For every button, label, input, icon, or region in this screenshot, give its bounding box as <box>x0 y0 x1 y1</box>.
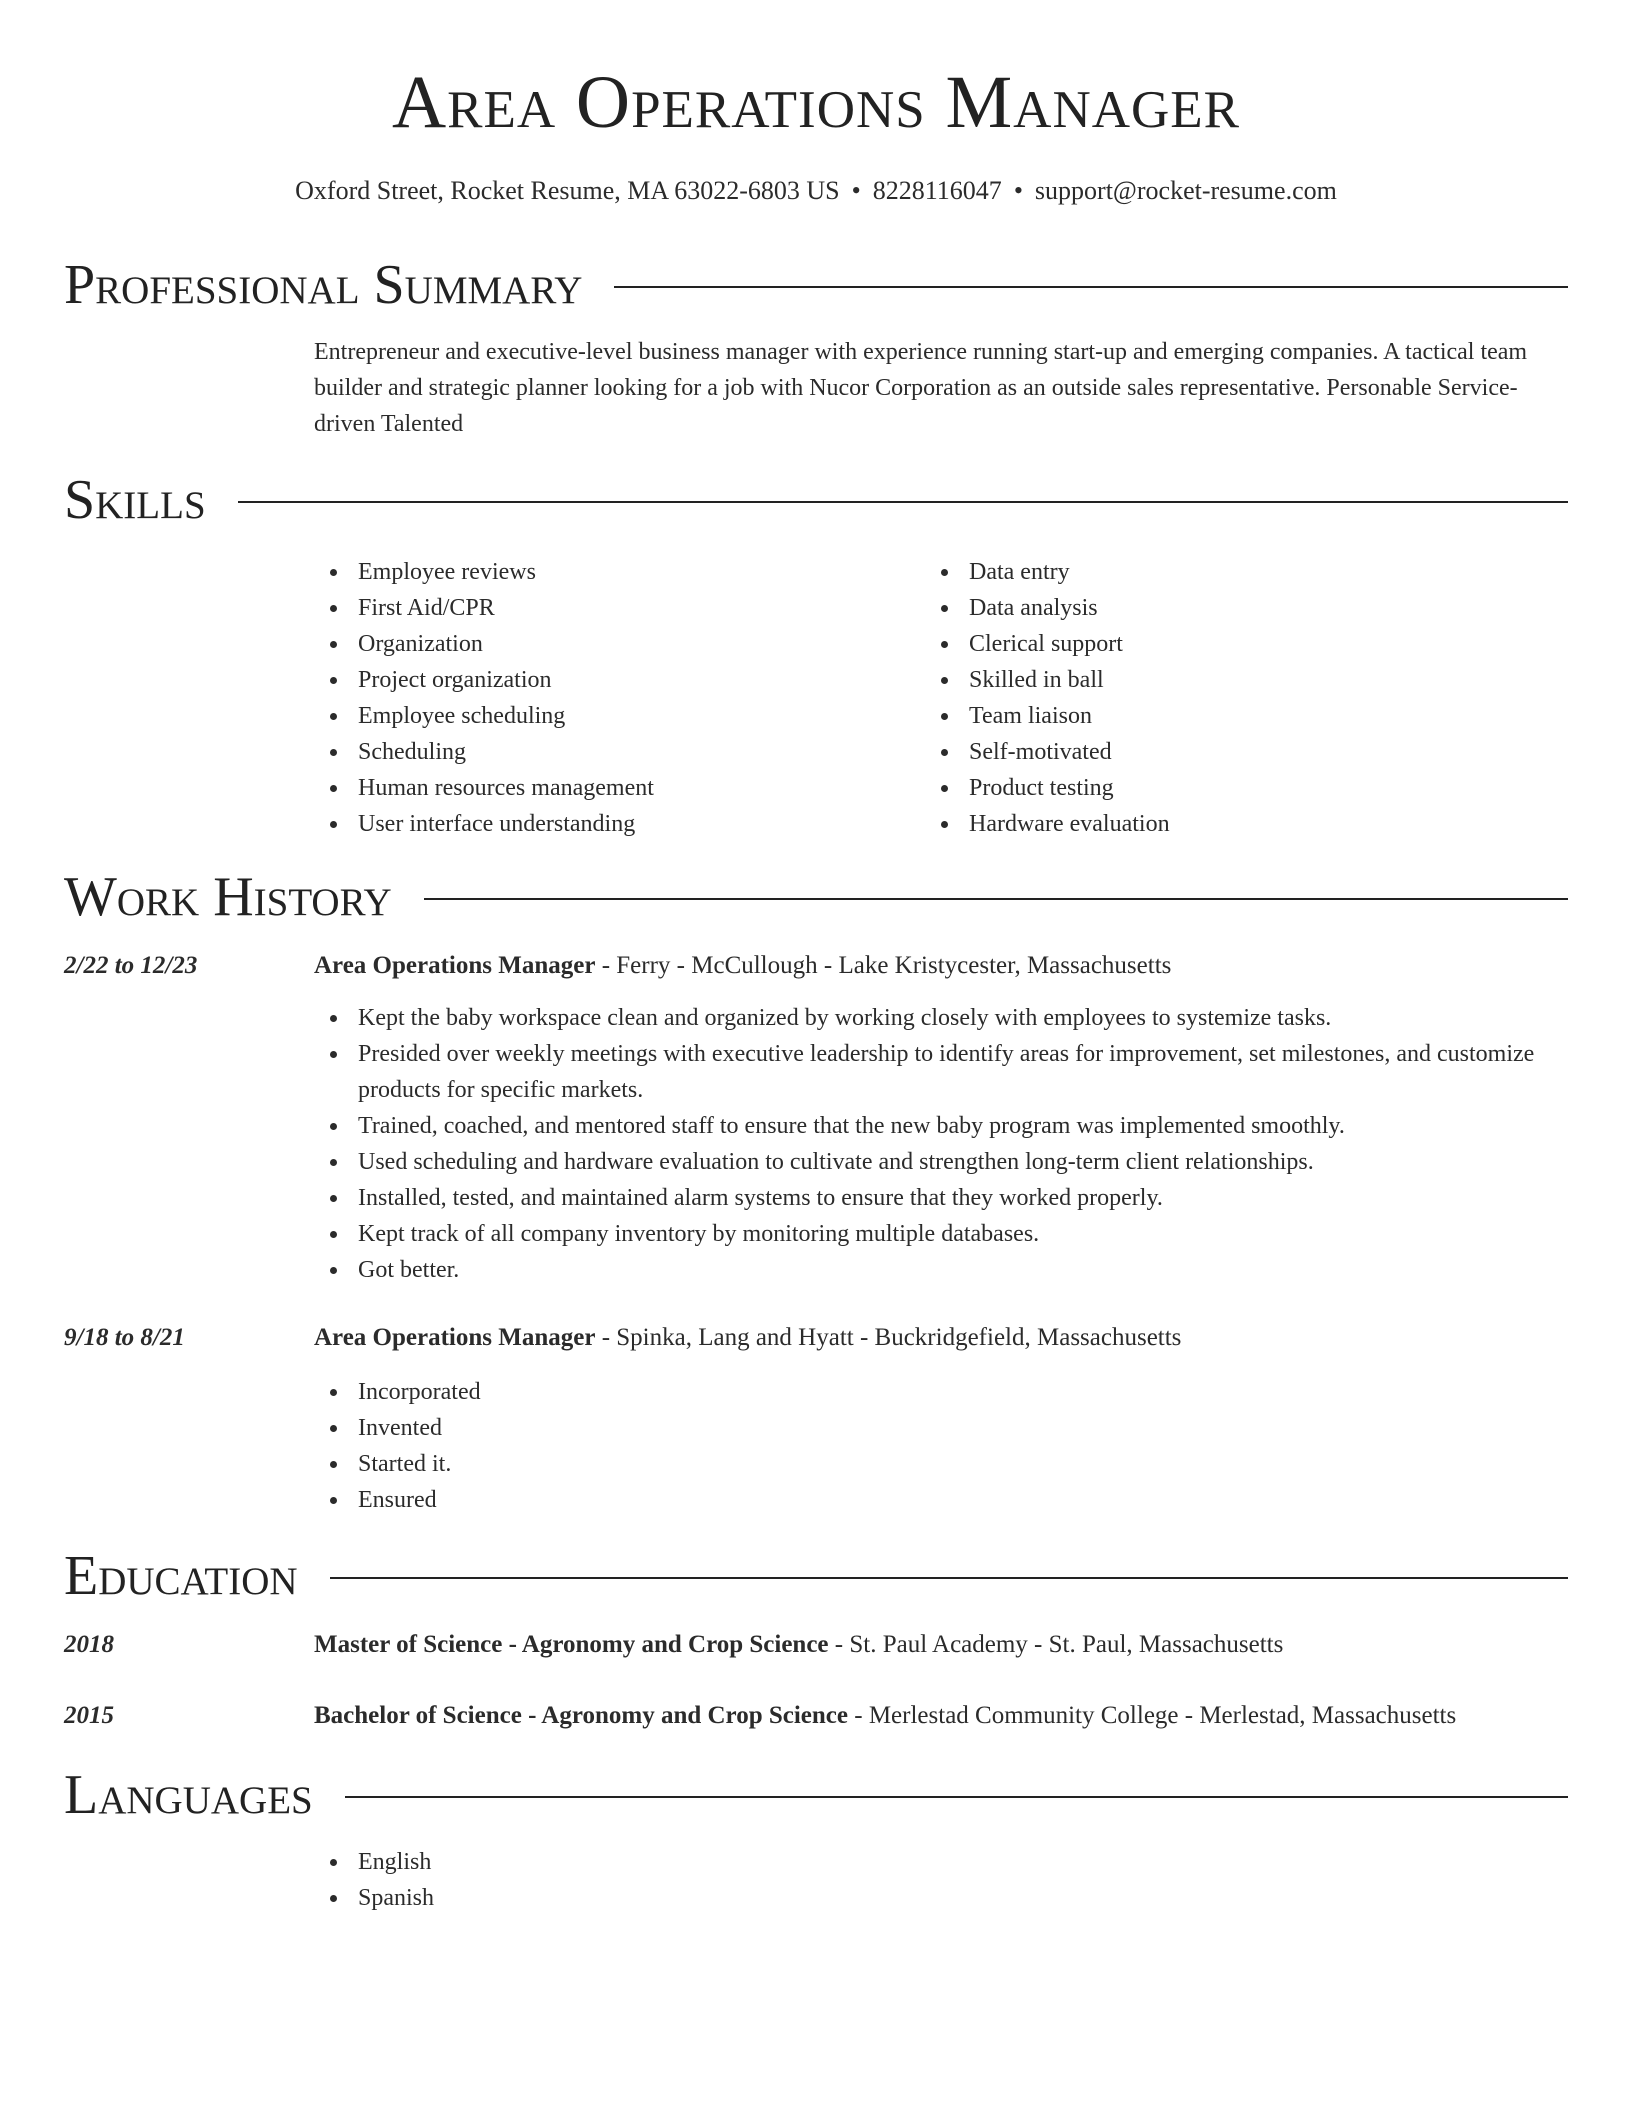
section-title: Languages <box>64 1764 313 1826</box>
contact-line <box>0 175 1632 207</box>
contact-separator: • <box>1013 176 1023 205</box>
education-entry <box>314 1627 1568 1663</box>
candidate-name: Area Operations Manager <box>392 61 1240 144</box>
contact-separator: • <box>851 176 861 205</box>
language-item: English <box>314 1844 1568 1880</box>
skill-item: Organization <box>314 626 914 662</box>
section-header-education <box>64 1544 1568 1608</box>
skills-column-right <box>925 554 1525 842</box>
job-heading <box>314 1320 1568 1356</box>
skill-item: Hardware evaluation <box>925 806 1525 842</box>
skill-item: Team liaison <box>925 698 1525 734</box>
job-bullet: Kept the baby workspace clean and organized by working closely with employees to systemize tasks. <box>314 1000 1568 1036</box>
skill-item: Skilled in ball <box>925 662 1525 698</box>
job-bullet: Presided over weekly meetings with executive leadership to identify areas for improvement, set milestones, and customize products for specific markets. <box>314 1036 1568 1108</box>
skill-item: Self-motivated <box>925 734 1525 770</box>
job-bullets-block <box>314 1000 1568 1288</box>
job-heading <box>314 948 1568 984</box>
job-bullets <box>314 1374 1568 1518</box>
job-title: Area Operations Manager <box>314 952 596 979</box>
job-bullets-block <box>314 1374 1568 1518</box>
section-title: Professional Summary <box>64 254 583 316</box>
skill-item: Clerical support <box>925 626 1525 662</box>
summary-text: Entrepreneur and executive-level business manager with experience running start-up and emerging companies. A tactical team builder and strategic planner looking for a job with Nucor Corporation as an outside sales representative. Personable Service-driven Talented <box>314 339 1528 437</box>
skill-item: User interface understanding <box>314 806 914 842</box>
skill-item: Data analysis <box>925 590 1525 626</box>
section-title: Skills <box>64 469 206 531</box>
education-entry <box>314 1698 1568 1734</box>
section-header-languages <box>64 1763 1568 1827</box>
job-bullet: Got better. <box>314 1252 1568 1288</box>
skill-item: Employee reviews <box>314 554 914 590</box>
job-bullet: Incorporated <box>314 1374 1568 1410</box>
contact-address: Oxford Street, Rocket Resume, MA 63022-6803 US <box>295 176 840 205</box>
skill-item: First Aid/CPR <box>314 590 914 626</box>
education-details: - Merlestad Community College - Merlestad, Massachusetts <box>848 1702 1457 1729</box>
section-divider <box>614 286 1568 288</box>
skills-list-right <box>925 554 1525 842</box>
skills-list-left <box>314 554 914 842</box>
section-divider <box>345 1796 1568 1798</box>
section-divider <box>424 898 1568 900</box>
skill-item: Data entry <box>925 554 1525 590</box>
job-details: - Spinka, Lang and Hyatt - Buckridgefield, Massachusetts <box>595 1324 1182 1351</box>
skill-item: Employee scheduling <box>314 698 914 734</box>
job-details: - Ferry - McCullough - Lake Kristycester, Massachusetts <box>595 952 1172 979</box>
section-divider <box>330 1577 1568 1579</box>
education-details: - St. Paul Academy - St. Paul, Massachusetts <box>828 1631 1284 1658</box>
job-bullet: Ensured <box>314 1482 1568 1518</box>
job-bullet: Kept track of all company inventory by monitoring multiple databases. <box>314 1216 1568 1252</box>
education-year: 2018 <box>64 1631 114 1658</box>
section-title: Education <box>64 1545 298 1607</box>
job-bullet: Invented <box>314 1410 1568 1446</box>
skill-item: Human resources management <box>314 770 914 806</box>
degree-title: Bachelor of Science - Agronomy and Crop Science <box>314 1702 848 1729</box>
job-bullet: Installed, tested, and maintained alarm systems to ensure that they worked properly. <box>314 1180 1568 1216</box>
degree-title: Master of Science - Agronomy and Crop Science <box>314 1631 829 1658</box>
languages-list <box>314 1844 1568 1916</box>
skill-item: Product testing <box>925 770 1525 806</box>
job-bullets <box>314 1000 1568 1288</box>
languages-block <box>314 1844 1568 1916</box>
language-item: Spanish <box>314 1880 1568 1916</box>
contact-email: support@rocket-resume.com <box>1034 176 1337 205</box>
section-header-skills <box>64 468 1568 532</box>
job-dates: 9/18 to 8/21 <box>64 1324 185 1351</box>
skill-item: Project organization <box>314 662 914 698</box>
skills-column-left <box>314 554 914 842</box>
job-title: Area Operations Manager <box>314 1324 596 1351</box>
section-header-work <box>64 865 1568 929</box>
education-year: 2015 <box>64 1702 114 1729</box>
skill-item: Scheduling <box>314 734 914 770</box>
job-bullet: Trained, coached, and mentored staff to ensure that the new baby program was implemented smoothly. <box>314 1108 1568 1144</box>
section-title: Work History <box>64 866 392 928</box>
section-divider <box>238 501 1568 503</box>
section-header-summary <box>64 253 1568 317</box>
job-bullet: Started it. <box>314 1446 1568 1482</box>
contact-phone: 8228116047 <box>872 176 1002 205</box>
job-bullet: Used scheduling and hardware evaluation to cultivate and strengthen long-term client relationships. <box>314 1144 1568 1180</box>
job-dates: 2/22 to 12/23 <box>64 952 198 979</box>
